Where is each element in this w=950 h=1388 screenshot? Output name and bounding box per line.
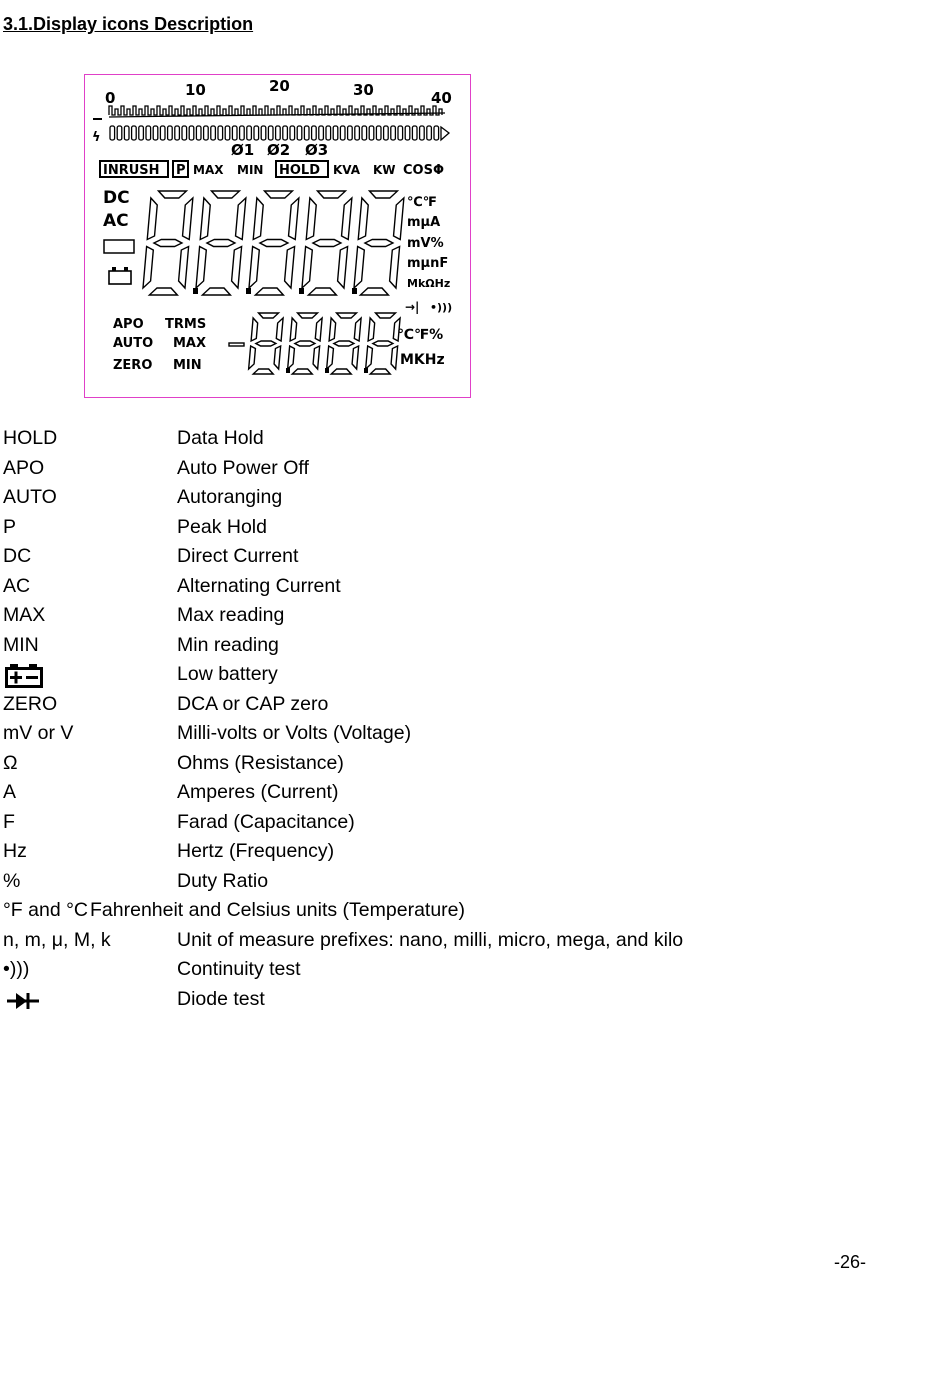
main-digit [147,198,158,240]
sub-status-label: MAX [173,336,207,351]
bargraph-segment [153,126,158,140]
bargraph-segment [304,126,309,140]
bargraph-segment [132,126,137,140]
bargraph-segment [254,126,259,140]
term-label: DC [3,545,32,567]
sub-digit [258,313,278,318]
bargraph-segment [420,126,425,140]
status-label-kva: KVA [333,163,361,177]
sub-status-label: ZERO [113,358,153,373]
phase-label: Ø3 [305,141,329,159]
decimal-point [193,288,198,294]
lcd-diode-icon: →| [405,300,420,314]
main-unit-label: MkΩHz [407,277,451,290]
main-digit [393,198,404,240]
term-description: Duty Ratio [177,869,269,892]
term-label: mV or V [3,722,74,744]
lcd-battery-terminal [124,267,128,271]
main-digit [207,240,236,247]
term-label: % [3,869,21,892]
lightning-icon: ϟ [92,130,101,145]
bargraph-segment [427,126,432,140]
bargraph-segment [333,126,338,140]
main-digit [313,240,342,247]
sub-digit [249,346,256,369]
bargraph-segment [160,126,165,140]
list-item [0,837,940,866]
scale-label: 0 [105,89,116,107]
bargraph-segment [340,126,345,140]
lcd-continuity-icon: •))) [430,301,453,314]
lcd-display-diagram [84,74,471,398]
section-heading: 3.1.Display icons Description [3,14,254,34]
term-label: AUTO [3,486,57,508]
term-label: AC [3,574,31,597]
term-description: Low battery [177,663,278,685]
phase-label: Ø2 [267,141,291,159]
sub-digit [327,346,334,369]
term-label: APO [3,456,45,479]
sub-unit-label: MKHz [400,352,445,368]
list-item [0,660,940,689]
term-label: Hz [3,840,27,862]
sub-digit [354,318,361,341]
list-item [0,513,940,542]
scale-label: 20 [269,77,290,95]
list-item [0,454,940,483]
main-digit [178,247,189,289]
status-label-max: MAX [193,163,224,177]
term-label: A [3,781,17,803]
main-digit [284,247,295,289]
sub-digit [313,346,320,369]
bargraph-segment [261,126,266,140]
bargraph-segment [117,126,122,140]
main-digit [389,247,400,289]
term-description: DCA or CAP zero [177,692,329,715]
sub-decimal-point [286,368,290,373]
term-description: Fahrenheit and Celsius units (Temperature) [90,899,466,921]
sub-decimal-point [364,368,368,373]
bargraph-arrow-icon [441,127,449,140]
sub-digit [290,318,297,341]
sub-digit [256,341,276,346]
term-description: Diode test [177,987,265,1010]
sub-digit [297,313,317,318]
main-unit-label: mμA [407,215,441,230]
term-label: °F and °C [3,899,88,921]
term-description: Alternating Current [177,574,341,597]
bargraph-segment [391,126,396,140]
term-description: Peak Hold [177,515,267,538]
lcd-battery-terminal [112,267,116,271]
main-digit [182,198,193,240]
list-item [0,542,940,571]
main-digit [202,288,231,295]
sub-digit [375,313,395,318]
main-digit [260,240,289,247]
term-description: Auto Power Off [177,456,309,479]
bargraph-segment [175,126,180,140]
main-digit [337,247,348,289]
term-description: Ohms (Resistance) [177,751,344,774]
list-item [0,483,940,512]
main-digit [196,247,207,289]
decimal-point [246,288,251,294]
sub-digit [370,369,390,374]
main-digit [302,247,313,289]
bargraph-segment [312,126,317,140]
sub-digit [276,318,283,341]
sub-digit [368,318,375,341]
term-label: F [3,810,15,833]
main-digit [306,198,317,240]
term-description: Farad (Capacitance) [177,810,355,833]
bargraph-segment [110,126,115,140]
list-item [0,896,940,925]
list-item [0,690,940,719]
sub-digit [366,346,373,369]
sub-digit [336,313,356,318]
main-digit [158,191,187,198]
main-digit [154,240,183,247]
term-description: Unit of measure prefixes: nano, milli, micro, mega, and kilo [177,928,684,951]
list-item [0,778,940,807]
dc-label: DC [103,188,130,208]
list-item [0,424,940,453]
main-digit [369,191,398,198]
list-item [0,601,940,630]
term-label: MIN [3,633,39,656]
term-label: MAX [3,604,46,626]
bargraph-segment [139,126,144,140]
status-label-min: MIN [237,163,264,177]
minus-sign [93,118,102,120]
list-item [0,926,940,955]
term-description: Min reading [177,633,279,656]
main-digit [341,198,352,240]
term-description: Data Hold [177,427,264,449]
sub-digit [315,318,322,341]
main-unit-label: ℃℉ [407,195,437,210]
bargraph-segment [225,126,230,140]
term-label: P [3,515,17,538]
list-item [0,985,940,1014]
blank-box [104,240,134,253]
term-description: Amperes (Current) [177,781,339,803]
bargraph-segment [268,126,273,140]
term-description: Milli-volts or Volts (Voltage) [177,722,412,744]
bargraph-segment [182,126,187,140]
bargraph-segment [276,126,281,140]
bargraph-segment [348,126,353,140]
term-description: Max reading [177,604,285,626]
sub-status-label: APO [113,317,144,332]
list-item [0,867,940,896]
bargraph-segment [290,126,295,140]
sub-digit [253,369,273,374]
sub-digit [329,318,336,341]
bargraph-segment [211,126,216,140]
bargraph-segment [283,126,288,140]
sub-decimal-point [325,368,329,373]
main-digit [360,288,389,295]
bargraph-segment [240,126,245,140]
list-item [0,572,940,601]
bargraph-segment [434,126,439,140]
main-digit [317,191,346,198]
status-label-inrush: INRUSH [103,163,160,178]
main-digit [211,191,240,198]
main-digit [149,288,178,295]
bargraph-segment [405,126,410,140]
bargraph-segment [297,126,302,140]
bargraph-segment [247,126,252,140]
main-digit [358,198,369,240]
decimal-point [352,288,357,294]
bargraph-segment [218,126,223,140]
list-item [0,631,940,660]
bargraph-segment [355,126,360,140]
scale-label: 30 [353,81,374,99]
term-description: Autoranging [177,486,283,508]
main-digit [200,198,211,240]
sub-unit-label: ℃℉% [397,327,444,343]
sub-digit [331,369,351,374]
main-unit-label: mμnF [407,256,449,271]
term-label: ZERO [3,692,58,715]
term-description: Hertz (Frequency) [177,840,335,862]
main-digit [143,247,154,289]
bargraph-segment [384,126,389,140]
main-digit [253,198,264,240]
bargraph-segment [319,126,324,140]
bargraph-segment [412,126,417,140]
status-label-cos: COSΦ [403,163,445,178]
scale-label: 40 [431,89,452,107]
list-item [0,955,940,984]
status-label-p: P [176,163,186,178]
sub-digit [295,341,315,346]
main-digit [288,198,299,240]
main-digit [308,288,337,295]
term-label: Ω [3,751,18,774]
bargraph-segment [326,126,331,140]
sub-digit [334,341,354,346]
sub-minus-sign [229,343,244,346]
sub-status-label: MIN [173,358,202,373]
scale-label: 10 [185,81,206,99]
main-digit [365,240,394,247]
main-digit [354,247,365,289]
term-label: HOLD [3,427,58,449]
term-description: Continuity test [177,958,301,980]
sub-digit [288,346,295,369]
bargraph-segment [204,126,209,140]
main-digit [235,198,246,240]
list-item [0,808,940,837]
main-digit [249,247,260,289]
bargraph-segment [196,126,201,140]
term-label: •))) [3,958,30,980]
main-digit [264,191,293,198]
main-digit [255,288,284,295]
main-digit [231,247,242,289]
sub-digit [292,369,312,374]
bargraph-segment [189,126,194,140]
phase-label: Ø1 [231,141,255,159]
bargraph-segment [376,126,381,140]
sub-status-label: AUTO [113,336,154,351]
bargraph-segment [168,126,173,140]
bargraph-segment [369,126,374,140]
sub-digit [373,341,393,346]
bargraph-segment [398,126,403,140]
bargraph-segment [146,126,151,140]
lcd-battery-icon [109,271,131,284]
status-label-hold: HOLD [279,163,321,178]
ac-label: AC [103,211,129,231]
term-label: n, m, μ, M, k [3,928,111,951]
sub-status-label: TRMS [165,317,207,332]
list-item [0,719,940,748]
status-label-kw: KW [373,163,396,177]
sub-digit [391,346,398,369]
decimal-point [299,288,304,294]
sub-digit [251,318,258,341]
list-item [0,749,940,778]
bargraph-segment [232,126,237,140]
term-description: Direct Current [177,545,299,567]
sub-digit [274,346,281,369]
main-unit-label: mV% [407,236,444,251]
diode-icon [5,991,41,1020]
bargraph-segment [362,126,367,140]
bargraph-segment [124,126,129,140]
sub-digit [352,346,359,369]
page-number: -26- [833,1252,866,1272]
